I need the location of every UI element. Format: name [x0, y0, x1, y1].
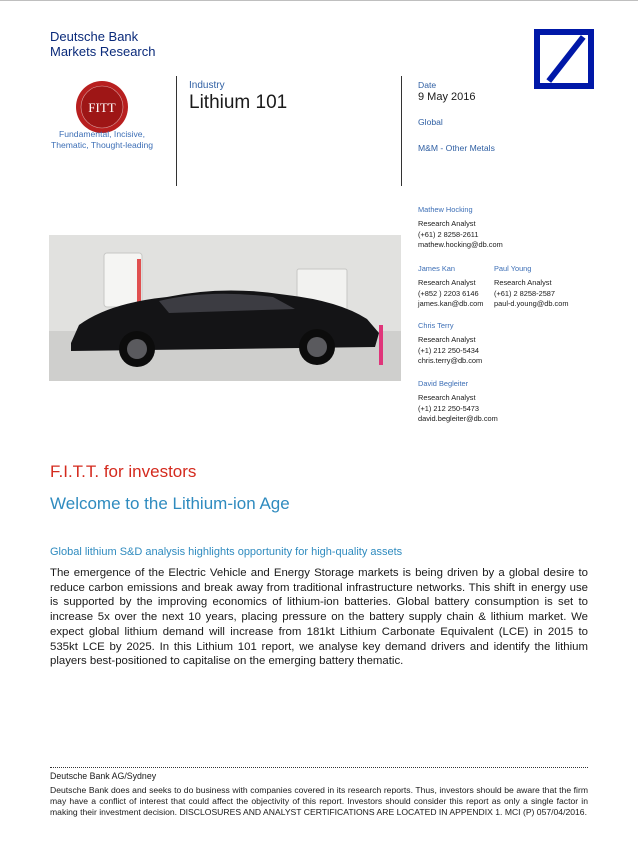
report-region: Global — [418, 117, 443, 127]
brand-name: Deutsche Bank — [50, 29, 139, 44]
analyst-name: Mathew Hocking — [418, 205, 473, 214]
analyst-email[interactable]: chris.terry@db.com — [418, 356, 483, 366]
car-photo-illustration — [49, 235, 401, 381]
footer-disclaimer: Deutsche Bank does and seeks to do business with companies covered in its research reports. Thus, investors should be aware that the firm may have a conflict of interest that could affect the objectivity of this report. Investors should consider this report as only a single factor in making their investment decision. DISCLOSURES AND ANALYST CERTIFICATIONS ARE LOCATED IN APPENDIX 1. MCI (P) 057/04/2016. — [50, 785, 588, 818]
hero-image — [49, 235, 401, 381]
analyst-email[interactable]: paul-d.young@db.com — [494, 299, 569, 309]
analyst-email[interactable]: james.kan@db.com — [418, 299, 484, 309]
report-title: Lithium 101 — [189, 92, 288, 113]
fitt-caption — [42, 129, 162, 150]
analyst-email[interactable]: mathew.hocking@db.com — [418, 240, 503, 250]
analyst-name: Chris Terry — [418, 321, 454, 330]
analyst-role: Research Analyst — [494, 277, 552, 287]
divider-left — [176, 76, 177, 186]
series-heading: F.I.T.T. for investors — [50, 462, 197, 481]
analyst-card — [418, 264, 483, 310]
analyst-name: Paul Young — [494, 264, 532, 273]
analyst-card — [418, 379, 498, 425]
logo-slash — [546, 35, 585, 83]
analyst-name: James Kan — [418, 264, 455, 273]
date-label: Date — [418, 80, 437, 90]
fitt-caption-line1: Fundamental, Incisive, — [59, 129, 145, 139]
divider-right — [401, 76, 402, 186]
fitt-caption-line2: Thematic, Thought-leading — [50, 139, 154, 150]
deutsche-bank-logo — [534, 29, 594, 89]
brand-block — [50, 29, 155, 59]
analyst-phone: (+1) 212 250-5473 — [418, 403, 480, 413]
fitt-seal-text: FITT — [88, 100, 116, 115]
analyst-email[interactable]: david.begleiter@db.com — [418, 414, 498, 424]
brand-division: Markets Research — [50, 44, 156, 59]
analyst-phone: (+61) 2 8258-2611 — [418, 229, 479, 239]
report-date: 9 May 2016 — [418, 91, 476, 103]
analyst-phone: (+1) 212 250-5434 — [418, 345, 480, 355]
summary-paragraph: The emergence of the Electric Vehicle and Energy Storage markets is being driven by a global desire to reduce carbon emissions and break away from traditional infrastructure networks. This shift in energy use is supported by the improving economics of lithium-ion batteries. Global battery consumption is set to increase 5x over the next 10 years, placing pressure on the battery supply chain & lithium market. We expect global lithium demand will increase from 181kt Lithium Carbonate Equivalent (LCE) in 2015 to 535kt LCE by 2025. In this Lithium 101 report, we analyse key demand drivers and identify the lithium players best-positioned to capitalise on the emerging battery thematic. — [50, 567, 588, 668]
analyst-role: Research Analyst — [418, 334, 476, 344]
fitt-seal-icon — [75, 80, 129, 134]
analyst-role: Research Analyst — [418, 218, 476, 228]
footer-divider — [50, 767, 588, 768]
analyst-card — [494, 264, 568, 310]
sub-heading: Global lithium S&D analysis highlights opportunity for high-quality assets — [50, 546, 403, 558]
main-heading: Welcome to the Lithium-ion Age — [50, 494, 290, 513]
analyst-phone: (+61) 2 8258-2587 — [494, 288, 556, 298]
analyst-role: Research Analyst — [418, 277, 476, 287]
top-rule — [0, 0, 638, 1]
analyst-name: David Begleiter — [418, 379, 469, 388]
analyst-phone: (+852 ) 2203 6146 — [418, 288, 479, 298]
industry-label: Industry — [189, 80, 225, 91]
analyst-role: Research Analyst — [418, 392, 476, 402]
analyst-card — [418, 321, 482, 367]
analyst-card — [418, 205, 503, 251]
footer-org: Deutsche Bank AG/Sydney — [50, 771, 157, 781]
report-sector: M&M - Other Metals — [418, 143, 495, 153]
